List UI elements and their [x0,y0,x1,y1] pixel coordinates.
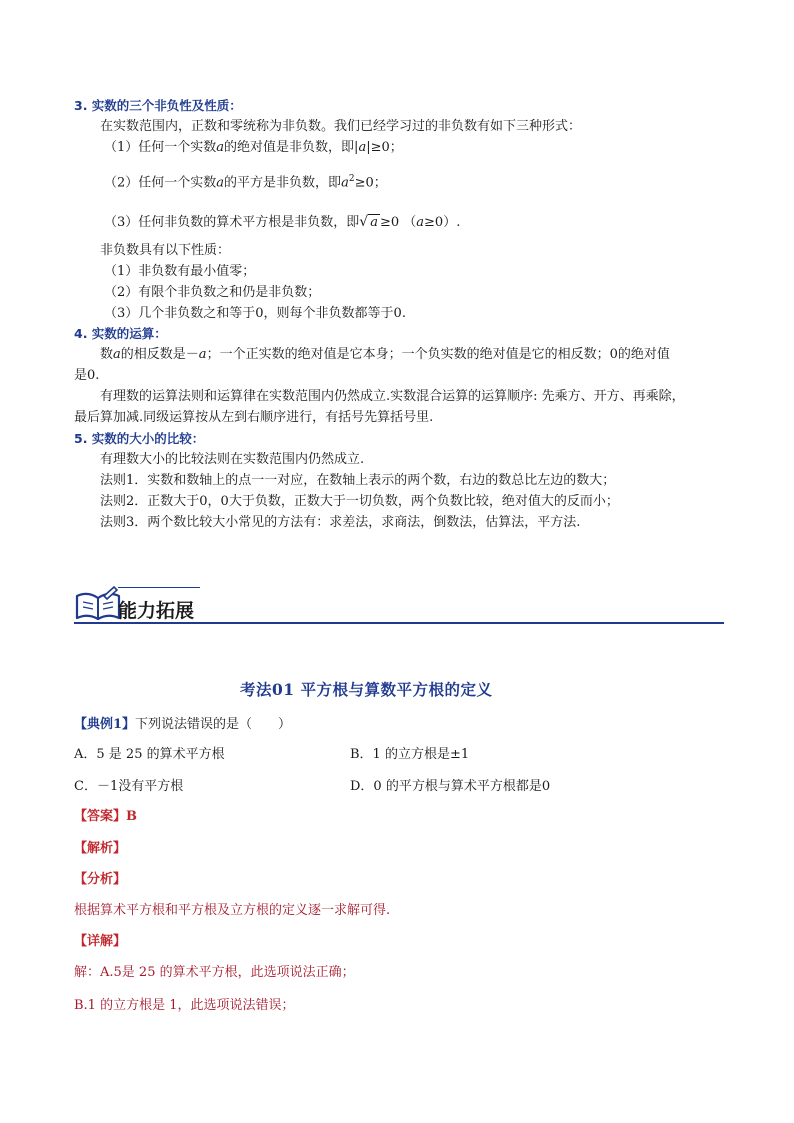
jiexi-label: 【解析】 [74,841,127,856]
banner-title: 能力拓展 [118,600,195,622]
detail-line-2: B.1 的立方根是 1，此选项说法错误； [74,998,295,1013]
fenxi-text: 根据算术平方根和平方根及立方根的定义逐一求解可得. [74,903,391,918]
section-4-heading: 4. 实数的运算： [74,326,167,341]
sqrt-symbol: √ [359,214,369,230]
section-5-rule-1: 法则1．实数和数轴上的点一一对应，在数轴上表示的两个数，右边的数总比左边的数大； [100,473,616,488]
section-4-line-3: 最后算加减.同级运算按从左到右顺序进行，有括号先算括号里. [74,410,434,425]
property-3: （3）几个非负数之和等于0，则每个非负数都等于0. [104,306,406,321]
xiangjie-label: 【详解】 [74,934,127,949]
fenxi-label: 【分析】 [74,872,127,887]
property-1: （1）非负数有最小值零； [104,264,256,279]
banner-top-rule [118,587,200,588]
properties-title: 非负数具有以下性质： [100,243,231,258]
section-5-rule-3: 法则3．两个数比较大小常见的方法有：求差法，求商法，倒数法，估算法，平方法. [100,515,581,530]
section-3-intro: 在实数范围内，正数和零统称为非负数。我们已经学习过的非负数有如下三种形式： [100,119,582,134]
option-a: A．5 是 25 的算术平方根 [74,747,225,762]
open-book-icon [74,586,122,622]
section-4-line-1-cont: 是0. [74,368,100,383]
section-3-item-3: （3）任何非负数的算术平方根是非负数，即√ a ≥0 （a≥0）. [104,214,461,230]
section-4-line-2: 有理数的运算法则和运算律在实数范围内仍然成立.实数混合运算的运算顺序: 先乘方、开方、再乘除， [100,389,685,404]
kaofa-title: 考法01 平方根与算数平方根的定义 [240,680,493,699]
example-question: 【典例1】下列说法错误的是（ ） [74,717,292,732]
banner-divider [74,622,724,624]
section-5-heading: 5. 实数的大小的比较： [74,431,205,446]
section-3-item-2: （2）任何一个实数a的平方是非负数，即$a^2\ge 0$； [104,174,387,191]
detail-line-1: 解：A.5是 25 的算术平方根，此选项说法正确； [74,965,355,980]
section-3-heading: 3. 实数的三个非负性及性质： [74,98,242,113]
section-5-line-1: 有理数大小的比较法则在实数范围内仍然成立. [100,452,365,467]
section-3-item-1: （1）任何一个实数a的绝对值是非负数，即|a|≥0； [104,140,403,155]
section-4-line-1: 数a的相反数是－a；一个正实数的绝对值是它本身；一个负实数的绝对值是它的相反数；0的绝对值 [100,347,670,362]
answer-line: 【答案】B [74,809,138,824]
option-b: B．1 的立方根是±1 [350,747,470,762]
option-c: C．－1没有平方根 [74,779,184,794]
option-d: D．0 的平方根与算术平方根都是0 [350,779,551,794]
property-2: （2）有限个非负数之和仍是非负数； [104,285,321,300]
section-5-rule-2: 法则2．正数大于0，0大于负数，正数大于一切负数，两个负数比较，绝对值大的反而小； [100,494,619,509]
